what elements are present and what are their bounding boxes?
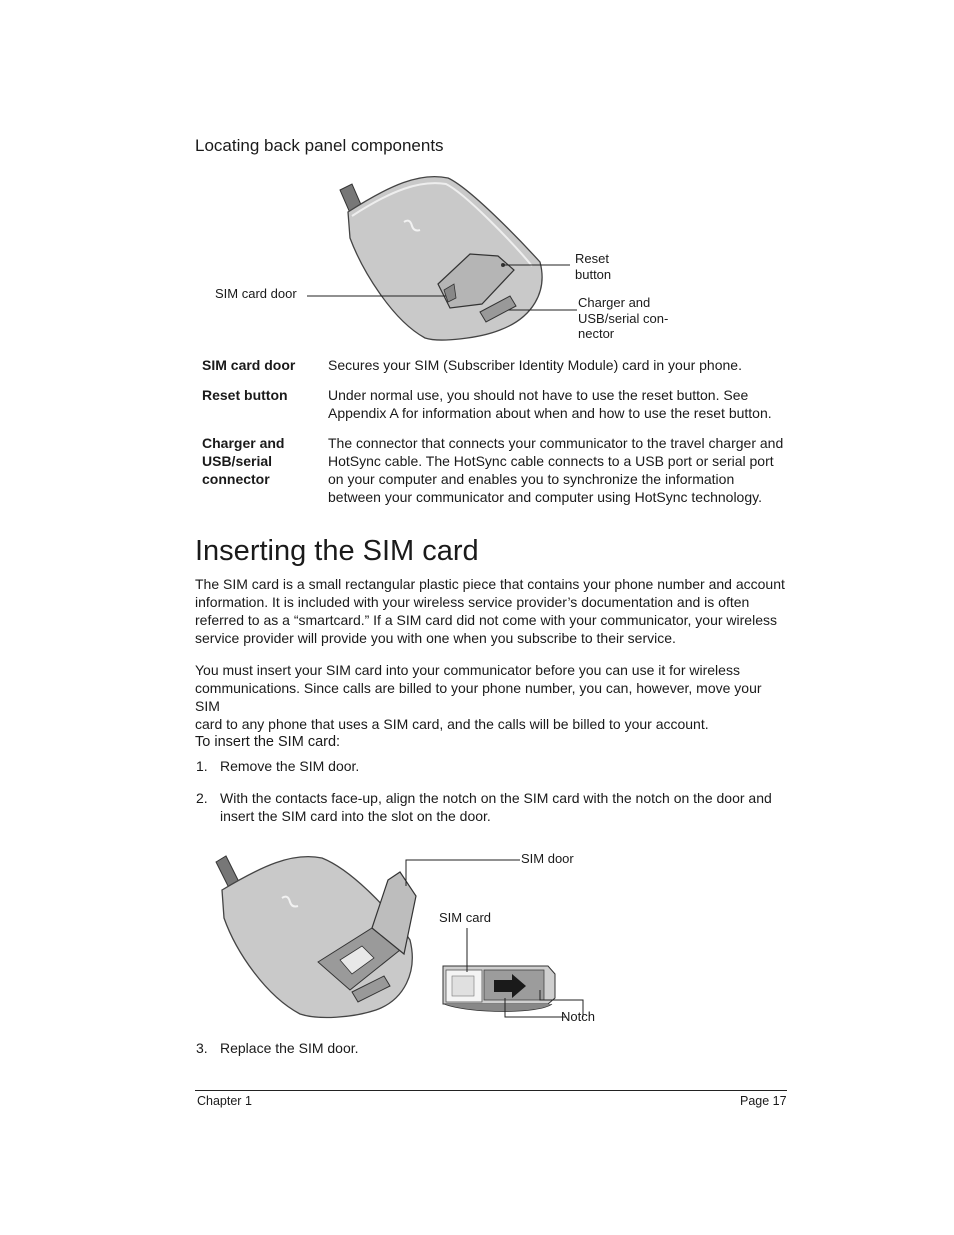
desc-text: Secures your SIM (Subscriber Identity Module) card in your phone. <box>328 357 742 373</box>
callout-notch: Notch <box>561 1009 595 1024</box>
callout-charger-line-3: nector <box>578 326 615 341</box>
term-text: Charger and <box>202 435 285 451</box>
desc-sim-card-door <box>328 356 788 374</box>
callout-reset-line-2: button <box>575 267 612 282</box>
term-text: Reset button <box>202 387 288 403</box>
step-number: 1. <box>196 758 208 774</box>
term-text: connector <box>202 471 270 487</box>
paragraph-line: You must insert your SIM card into your communicator before you can use it for wireless <box>195 662 740 678</box>
callout-sim-card: SIM card <box>439 910 492 925</box>
page-heading: Inserting the SIM card <box>195 535 479 567</box>
desc-text: HotSync cable. The HotSync cable connects to a USB port or serial port <box>328 453 774 469</box>
desc-text: between your communicator and computer using HotSync technology. <box>328 489 762 505</box>
paragraph-line: information. It is included with your wireless service provider’s documentation and is often <box>195 594 750 610</box>
desc-text: The connector that connects your communicator to the travel charger and <box>328 435 784 451</box>
callout-sim-door: SIM door <box>521 851 574 866</box>
desc-text: on your computer and enables you to synchronize the information <box>328 471 735 487</box>
device-open-door-illustration <box>216 856 416 1017</box>
paragraph-sim-requirement <box>195 661 790 733</box>
paragraph-sim-intro <box>195 575 790 647</box>
sim-card-detail-illustration <box>443 966 555 1012</box>
term-sim-card-door <box>202 356 320 374</box>
term-text: SIM card door <box>202 357 296 373</box>
paragraph-line: card to any phone that uses a SIM card, and the calls will be billed to your account. <box>195 716 709 732</box>
step-text <box>220 757 790 775</box>
term-reset-button <box>202 386 320 404</box>
step-text <box>220 1039 790 1057</box>
callout-charger-line-2: USB/serial con- <box>578 311 669 326</box>
step-line: With the contacts face-up, align the notch on the SIM card with the notch on the door and <box>220 790 772 806</box>
callout-reset-line-1: Reset <box>575 251 609 266</box>
section-title: Locating back panel components <box>195 136 444 155</box>
desc-charger-connector <box>328 434 788 506</box>
step-line: Remove the SIM door. <box>220 758 360 774</box>
desc-text: Appendix A for information about when and how to use the reset button. <box>328 405 772 421</box>
callout-sim-card-door: SIM card door <box>215 286 297 301</box>
footer-divider <box>195 1090 787 1091</box>
paragraph-line: communications. Since calls are billed to your phone number, you can, however, move your SIM <box>195 680 762 714</box>
term-text: USB/serial <box>202 453 273 469</box>
callout-charger-line-1: Charger and <box>578 295 651 310</box>
desc-text: Under normal use, you should not have to use the reset button. See <box>328 387 749 403</box>
procedure-title: To insert the SIM card: <box>195 734 341 750</box>
step-line: Replace the SIM door. <box>220 1040 359 1056</box>
step-line: insert the SIM card into the slot on the door. <box>220 808 491 824</box>
step-number: 3. <box>196 1040 208 1056</box>
step-text <box>220 789 790 825</box>
paragraph-line: The SIM card is a small rectangular plastic piece that contains your phone number and account <box>195 576 785 592</box>
footer-page-number: Page 17 <box>740 1094 787 1108</box>
footer-chapter: Chapter 1 <box>197 1094 252 1108</box>
term-charger-connector <box>202 434 320 488</box>
device-back-illustration <box>340 177 542 340</box>
paragraph-line: referred to as a “smartcard.” If a SIM card did not come with your communicator, your wireless <box>195 612 777 628</box>
paragraph-line: service provider will provide you with one when you subscribe to their service. <box>195 630 676 646</box>
step-number: 2. <box>196 790 208 806</box>
desc-reset-button <box>328 386 788 422</box>
